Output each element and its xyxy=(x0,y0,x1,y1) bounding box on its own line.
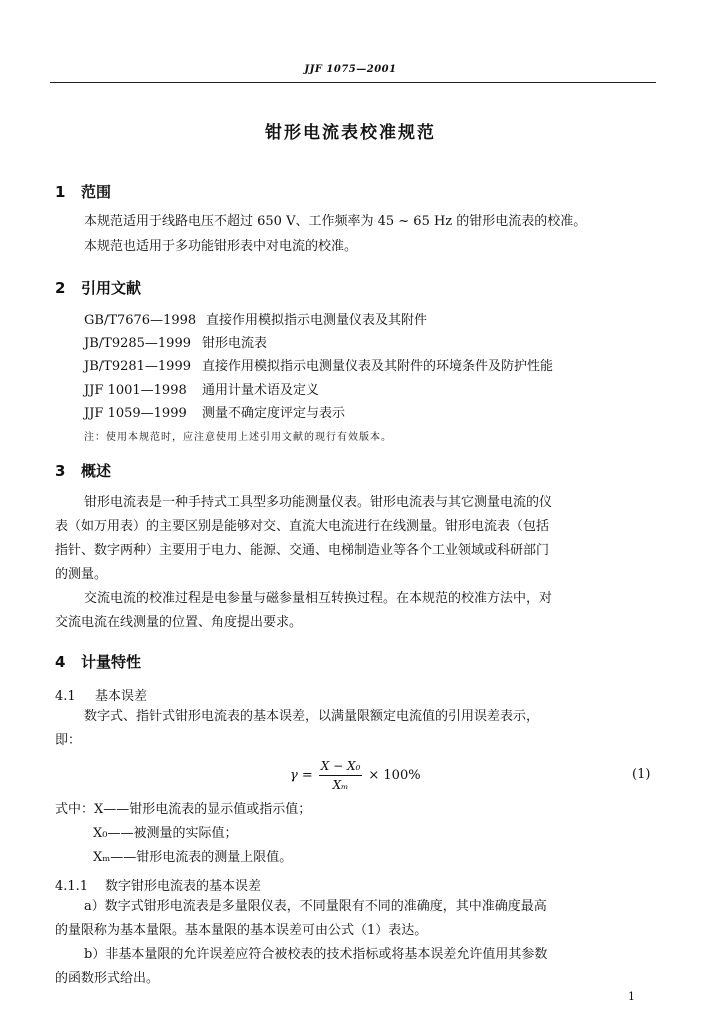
reference-item xyxy=(84,383,319,399)
reference-title: 钳形电流表 xyxy=(202,336,268,351)
formula-where-line: 式中：X——钳形电流表的显示值或指示值； xyxy=(55,802,312,817)
subsection-4-1-heading xyxy=(55,685,147,704)
paragraph-line: 表（如万用表）的主要区别是能够对交、直流大电流进行在线测量。钳形电流表（包括 xyxy=(55,519,550,534)
subsection-number: 4.1 xyxy=(55,689,76,704)
error-formula xyxy=(290,759,421,792)
paragraph-line: 的函数形式给出。 xyxy=(55,971,160,986)
document-title: 钳形电流表校准规范 xyxy=(265,123,436,143)
equation-number: (1) xyxy=(632,767,651,782)
subsection-4-1-1-heading xyxy=(55,875,261,894)
paragraph-line: 交流电流的校准过程是电参量与磁参量相互转换过程。在本规范的校准方法中，对 xyxy=(84,591,553,606)
reference-code: JB/T9285—1999 xyxy=(84,336,191,351)
section-number: 1 xyxy=(55,183,66,201)
paragraph-line: 钳形电流表是一种手持式工具型多功能测量仪表。钳形电流表与其它测量电流的仪 xyxy=(84,495,553,510)
reference-item xyxy=(84,336,267,352)
reference-title: 直接作用模拟指示电测量仪表及其附件 xyxy=(206,313,428,328)
reference-title: 测量不确定度评定与表示 xyxy=(202,406,346,421)
formula-fraction xyxy=(319,759,363,792)
section-title: 概述 xyxy=(81,462,112,480)
reference-code: JB/T9281—1999 xyxy=(84,359,191,374)
section-2-heading xyxy=(55,277,141,298)
header-divider xyxy=(50,82,656,83)
section-title: 范围 xyxy=(81,183,112,201)
header-standard-code: JJF 1075—2001 xyxy=(304,64,397,75)
reference-title: 通用计量术语及定义 xyxy=(202,383,320,398)
paragraph-line: 数字式、指针式钳形电流表的基本误差，以满量限额定电流值的引用误差表示， xyxy=(84,709,540,724)
reference-item xyxy=(84,313,427,329)
subsection-number: 4.1.1 xyxy=(55,879,89,894)
section-4-heading xyxy=(55,651,141,672)
reference-code: JJF 1001—1998 xyxy=(84,383,187,398)
reference-code: GB/T7676—1998 xyxy=(84,313,197,328)
formula-denominator: Xₘ xyxy=(332,778,349,792)
paragraph-line: 本规范适用于线路电压不超过 650 V、工作频率为 45 ~ 65 Hz 的钳形电流表的校准。 xyxy=(84,214,587,229)
section-1-heading xyxy=(55,181,111,202)
page-number: 1 xyxy=(628,990,635,1003)
reference-item xyxy=(84,406,345,422)
paragraph-line: a）数字式钳形电流表是多量限仪表，不同量限有不同的准确度，其中准确度最高 xyxy=(84,899,547,914)
formula-where-line: Xₘ——钳形电流表的测量上限值。 xyxy=(93,850,293,865)
reference-title: 直接作用模拟指示电测量仪表及其附件的环境条件及防护性能 xyxy=(202,359,554,374)
paragraph-line: 的量限称为基本量限。基本量限的基本误差可由公式（1）表达。 xyxy=(55,923,428,938)
section-title: 引用文献 xyxy=(81,279,142,297)
reference-code: JJF 1059—1999 xyxy=(84,406,187,421)
paragraph-line: 指针、数字两种）主要用于电力、能源、交通、电梯制造业等各个工业领域或科研部门 xyxy=(55,543,550,558)
subsection-title: 数字钳形电流表的基本误差 xyxy=(105,879,262,894)
paragraph-line: 的测量。 xyxy=(55,567,108,582)
reference-note: 注：使用本规范时，应注意使用上述引用文献的现行有效版本。 xyxy=(84,432,392,443)
formula-lhs: γ = xyxy=(290,768,313,783)
section-title: 计量特性 xyxy=(81,653,142,671)
paragraph-line: 即： xyxy=(55,733,82,748)
subsection-title: 基本误差 xyxy=(95,689,148,704)
formula-numerator: X − X₀ xyxy=(319,759,363,776)
section-number: 3 xyxy=(55,462,66,480)
formula-where-line: X₀——被测量的实际值； xyxy=(93,826,238,841)
section-3-heading xyxy=(55,460,111,481)
paragraph-line: 交流电流在线测量的位置、角度提出要求。 xyxy=(55,615,303,630)
section-number: 4 xyxy=(55,653,66,671)
paragraph-line: 本规范也适用于多功能钳形表中对电流的校准。 xyxy=(84,239,358,254)
paragraph-line: b）非基本量限的允许误差应符合被校表的技术指标或将基本误差允许值用其参数 xyxy=(84,947,548,962)
formula-percent: × 100% xyxy=(368,768,421,783)
section-number: 2 xyxy=(55,279,66,297)
reference-item xyxy=(84,359,553,375)
